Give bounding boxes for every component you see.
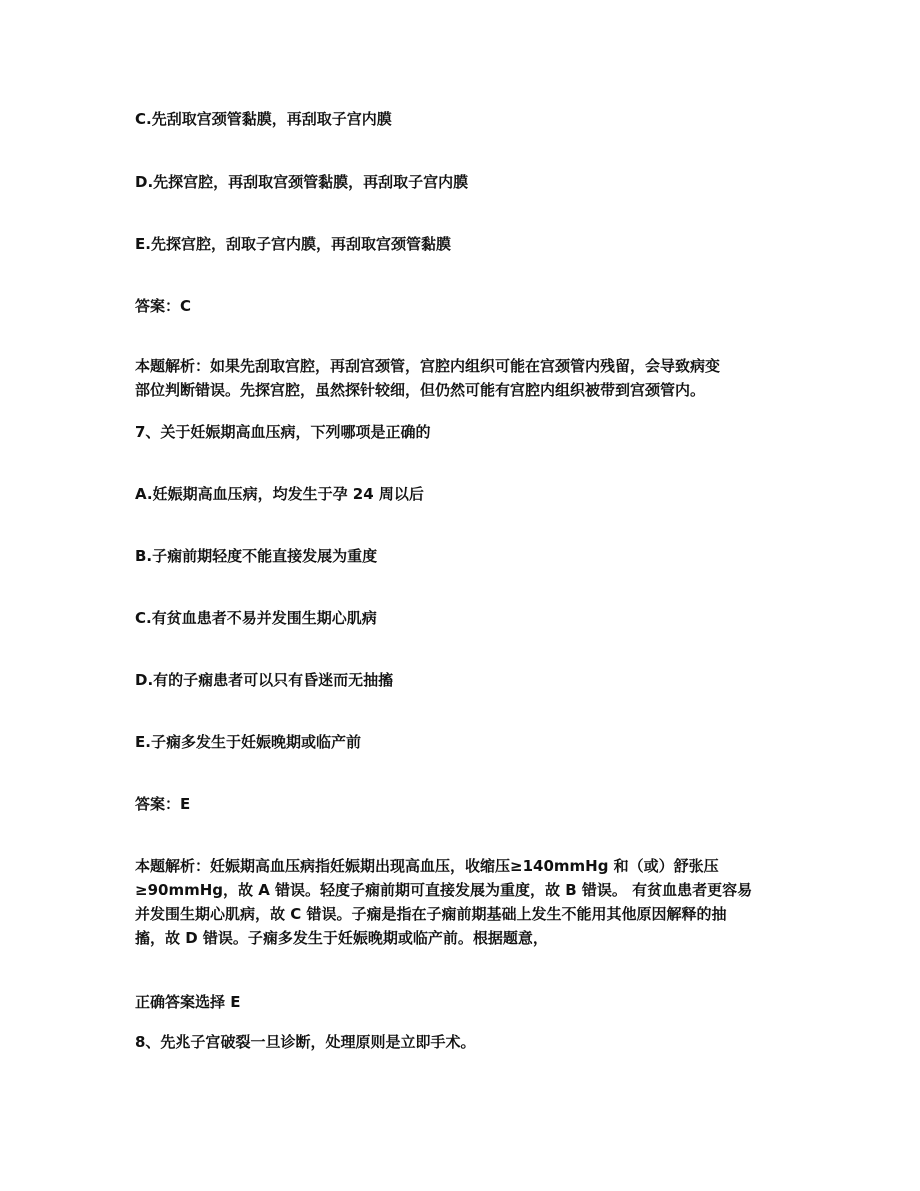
q6-analysis-line: 本题解析：如果先刮取宫腔，再刮宫颈管，宫腔内组织可能在宫颈管内残留，会导致病变	[135, 357, 721, 375]
q7-analysis-line: ≥90mmHg，故 A 错误。轻度子痫前期可直接发展为重度，故 B 错误。 有贫血患者更容易	[135, 881, 753, 899]
q6-option-e: E.先探宫腔，刮取子宫内膜，再刮取宫颈管黏膜	[135, 235, 451, 253]
q7-option-c: C.有贫血患者不易并发围生期心肌病	[135, 609, 377, 627]
q7-analysis-line: 搐，故 D 错误。子痫多发生于妊娠晚期或临产前。根据题意，	[135, 929, 548, 947]
q7-answer: 答案：E	[135, 795, 191, 813]
q7-option-a: A.妊娠期高血压病，均发生于孕 24 周以后	[135, 485, 424, 503]
q7-analysis-line: 并发围生期心肌病，故 C 错误。子痫是指在子痫前期基础上发生不能用其他原因解释的抽	[135, 905, 727, 923]
q6-analysis	[135, 354, 790, 402]
q6-option-c: C.先刮取宫颈管黏膜，再刮取子宫内膜	[135, 110, 392, 128]
q6-analysis-line: 部位判断错误。先探宫腔，虽然探针较细，但仍然可能有宫腔内组织被带到宫颈管内。	[135, 381, 706, 399]
q7-correct-answer: 正确答案选择 E	[135, 993, 241, 1011]
q7-analysis	[135, 854, 790, 950]
q7-option-e: E.子痫多发生于妊娠晚期或临产前	[135, 733, 361, 751]
q7-question: 7、关于妊娠期高血压病，下列哪项是正确的	[135, 423, 431, 441]
q6-option-d: D.先探宫腔，再刮取宫颈管黏膜，再刮取子宫内膜	[135, 173, 469, 191]
q7-option-d: D.有的子痫患者可以只有昏迷而无抽搐	[135, 671, 394, 689]
q6-answer: 答案：C	[135, 297, 192, 315]
q7-analysis-line: 本题解析：妊娠期高血压病指妊娠期出现高血压，收缩压≥140mmHg 和（或）舒张压	[135, 857, 719, 875]
q8-question: 8、先兆子宫破裂一旦诊断，处理原则是立即手术。	[135, 1033, 476, 1051]
q7-option-b: B.子痫前期轻度不能直接发展为重度	[135, 547, 378, 565]
